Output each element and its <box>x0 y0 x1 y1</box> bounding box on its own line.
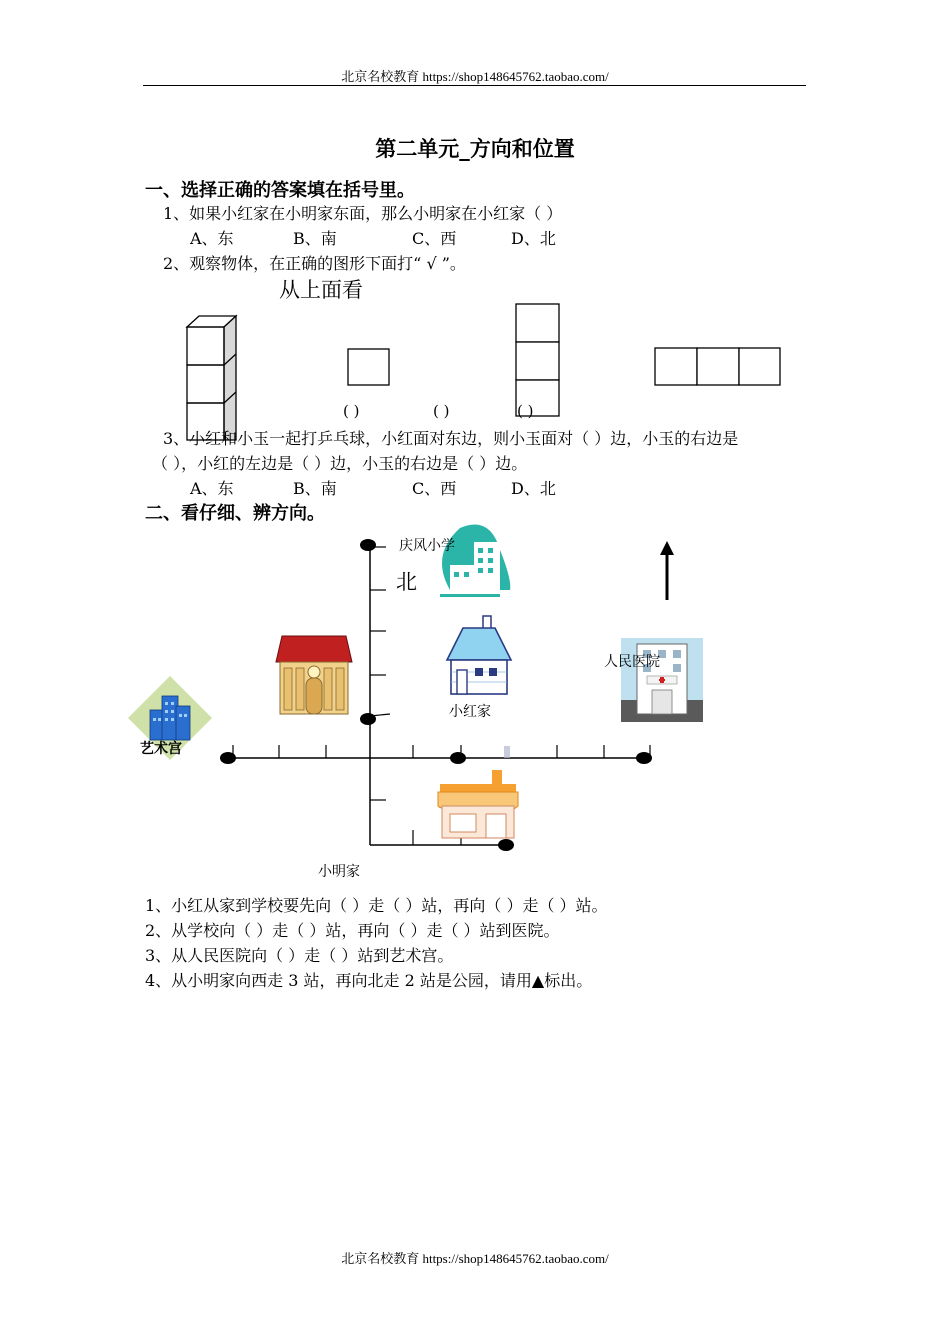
xiaoming-label: 小明家 <box>318 864 360 880</box>
q3-line2: （ ），小红的左边是（ ）边，小玉的右边是（ ）边。 <box>152 454 528 473</box>
school-stop-dot <box>360 539 376 551</box>
q3-option-d: D、北 <box>511 479 556 498</box>
hospital-stop-dot <box>636 752 652 764</box>
map-question-3: 3、从人民医院向（ ）走（ ）站到艺术宫。 <box>145 946 454 965</box>
q2-blank-3: ( ) <box>517 402 534 420</box>
q1-text: 1、如果小红家在小明家东面，那么小明家在小红家（ ） <box>163 204 563 223</box>
view-from-top-label: 从上面看 <box>279 278 363 302</box>
art-palace-label: 艺术宫 <box>140 741 182 757</box>
page-footer: 北京名校教育 https://shop148645762.taobao.com/ <box>341 1251 609 1266</box>
q3-option-c: C、西 <box>412 479 457 498</box>
hospital-label: 人民医院 <box>604 654 660 670</box>
page-title: 第二单元_方向和位置 <box>375 136 575 161</box>
q3-option-b: B、南 <box>293 479 337 498</box>
xiaohong-label: 小红家 <box>449 704 491 720</box>
map-question-2: 2、从学校向（ ）走（ ）站，再向（ ）走（ ）站到医院。 <box>145 921 560 940</box>
q2-blank-1: ( ) <box>343 402 360 420</box>
section2-heading: 二、看仔细、辨方向。 <box>145 503 325 524</box>
q1-option-c: C、西 <box>412 229 457 248</box>
q1-option-b: B、南 <box>293 229 337 248</box>
q3-line1: 3、小红和小玉一起打乒乓球，小红面对东边，则小玉面对（ ）边，小玉的右边是 <box>163 429 739 448</box>
q1-option-a: A、东 <box>190 229 234 248</box>
xiaoming-shop-icon <box>434 744 522 842</box>
school-building-icon <box>430 520 516 604</box>
school-label: 庆风小学 <box>399 538 455 554</box>
page-header: 北京名校教育 https://shop148645762.taobao.com/ <box>341 69 609 84</box>
q3-option-a: A、东 <box>190 479 234 498</box>
map-question-1: 1、小红从家到学校要先向（ ）走（ ）站，再向（ ）走（ ）站。 <box>145 896 608 915</box>
section1-heading: 一、选择正确的答案填在括号里。 <box>145 180 415 201</box>
q2-blank-2: ( ) <box>433 402 450 420</box>
q2-text: 2、观察物体，在正确的图形下面打“ √ ”。 <box>163 254 466 273</box>
map-question-4: 4、从小明家向西走 3 站，再向北走 2 站是公园，请用▲标出。 <box>145 971 593 990</box>
xiaohong-house-icon <box>443 614 515 698</box>
north-label: 北 <box>396 570 417 594</box>
q1-option-d: D、北 <box>511 229 556 248</box>
north-arrow-icon <box>660 541 674 600</box>
bank-building-icon <box>274 634 354 716</box>
junction-dot <box>360 713 376 725</box>
art-stop-dot <box>220 752 236 764</box>
